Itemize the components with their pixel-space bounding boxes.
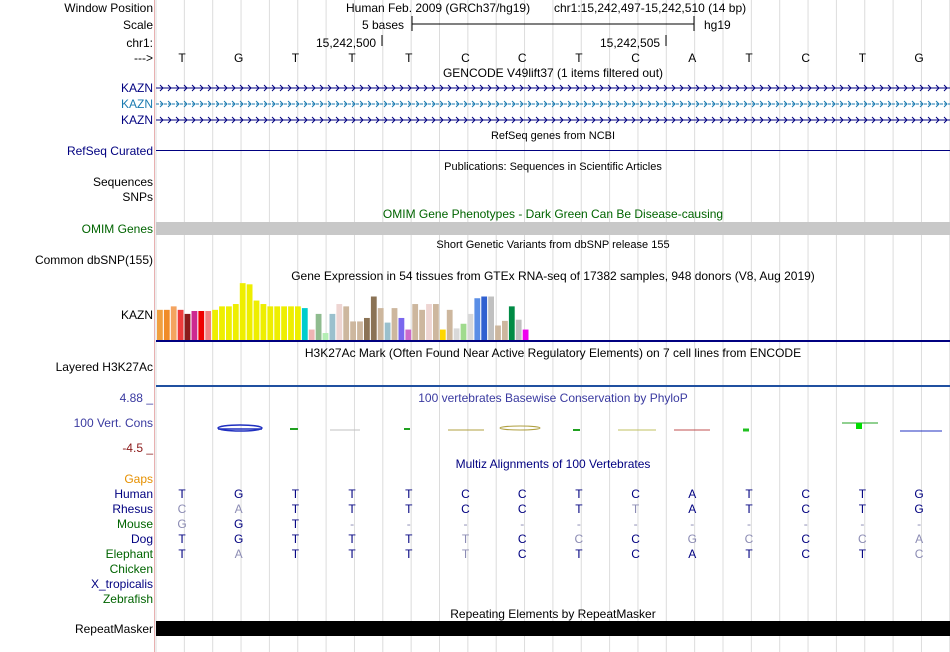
multiz-base: T bbox=[405, 547, 413, 561]
multiz-base: T bbox=[348, 547, 356, 561]
publications-title: Publications: Sequences in Scientific Articles bbox=[444, 161, 662, 173]
multiz-base: T bbox=[348, 502, 356, 516]
multiz-base: T bbox=[291, 532, 300, 546]
multiz-species-label[interactable]: Zebrafish bbox=[102, 592, 153, 606]
base-letter: G bbox=[234, 51, 244, 65]
multiz-base: G bbox=[234, 532, 244, 546]
multiz-base: T bbox=[858, 502, 867, 516]
multiz-base: C bbox=[631, 487, 640, 501]
refseq-title: RefSeq genes from NCBI bbox=[490, 130, 616, 142]
base-letter: C bbox=[461, 51, 470, 65]
multiz-base: A bbox=[915, 532, 924, 546]
gencode-gene-label[interactable]: KAZN bbox=[120, 97, 153, 111]
multiz-base: T bbox=[575, 502, 583, 516]
scale-label: Scale bbox=[122, 18, 153, 32]
multiz-base: - bbox=[917, 517, 922, 531]
assembly-name: Human Feb. 2009 (GRCh37/hg19) bbox=[346, 1, 531, 15]
multiz-base: A bbox=[688, 502, 697, 516]
multiz-base: T bbox=[291, 502, 300, 516]
multiz-base: C bbox=[631, 547, 640, 561]
multiz-base: G bbox=[177, 517, 187, 531]
publications-label-sequences[interactable]: Sequences bbox=[92, 175, 153, 189]
multiz-base: A bbox=[234, 547, 243, 561]
multiz-base: G bbox=[234, 517, 244, 531]
multiz-base: T bbox=[745, 502, 753, 516]
multiz-base: T bbox=[575, 487, 583, 501]
multiz-base: T bbox=[348, 487, 356, 501]
omim-label[interactable]: OMIM Genes bbox=[81, 222, 153, 236]
multiz-base: T bbox=[631, 502, 640, 516]
multiz-base: C bbox=[801, 547, 811, 561]
multiz-base: T bbox=[745, 547, 753, 561]
phylop-title: 100 vertebrates Basewise Conservation by PhyloP bbox=[418, 391, 688, 405]
multiz-base: G bbox=[914, 487, 924, 501]
multiz-base: T bbox=[178, 547, 186, 561]
multiz-base: T bbox=[745, 487, 753, 501]
refseq-label[interactable]: RefSeq Curated bbox=[66, 144, 153, 158]
multiz-base: C bbox=[461, 487, 470, 501]
base-letter: T bbox=[348, 51, 356, 65]
multiz-base: C bbox=[631, 532, 640, 546]
multiz-base: C bbox=[744, 532, 754, 546]
multiz-base: T bbox=[291, 487, 300, 501]
base-letter: T bbox=[291, 51, 300, 65]
multiz-base: C bbox=[177, 502, 187, 516]
base-letter: T bbox=[575, 51, 583, 65]
multiz-species-label[interactable]: X_tropicalis bbox=[90, 577, 153, 591]
repeatmasker-label[interactable]: RepeatMasker bbox=[74, 622, 153, 636]
multiz-title: Multiz Alignments of 100 Vertebrates bbox=[455, 457, 651, 471]
base-letter: C bbox=[517, 51, 527, 65]
h3k27ac-label[interactable]: Layered H3K27Ac bbox=[55, 360, 153, 374]
multiz-base: - bbox=[520, 517, 525, 531]
multiz-species-label[interactable]: Mouse bbox=[116, 517, 153, 531]
chrom-label: chr1: bbox=[126, 36, 153, 50]
multiz-gaps-label[interactable]: Gaps bbox=[124, 472, 153, 486]
multiz-base: C bbox=[517, 532, 527, 546]
base-letter: T bbox=[745, 51, 753, 65]
base-letter: C bbox=[631, 51, 640, 65]
base-letter: T bbox=[405, 51, 413, 65]
multiz-base: T bbox=[405, 532, 413, 546]
base-letter: A bbox=[688, 51, 697, 65]
multiz-base: T bbox=[348, 532, 356, 546]
base-letter: T bbox=[858, 51, 867, 65]
dbsnp-label[interactable]: Common dbSNP(155) bbox=[34, 253, 153, 267]
multiz-base: C bbox=[858, 532, 867, 546]
repeatmasker-title: Repeating Elements by RepeatMasker bbox=[450, 607, 656, 621]
multiz-base: - bbox=[463, 517, 468, 531]
multiz-base: T bbox=[291, 517, 300, 531]
multiz-base: T bbox=[291, 547, 300, 561]
scale-db: hg19 bbox=[704, 18, 731, 32]
multiz-base: T bbox=[858, 487, 867, 501]
multiz-base: A bbox=[688, 547, 697, 561]
base-letter: T bbox=[178, 51, 186, 65]
multiz-base: T bbox=[461, 547, 470, 561]
window-position-label: Window Position bbox=[64, 1, 153, 15]
multiz-base: T bbox=[178, 532, 186, 546]
multiz-base: - bbox=[406, 517, 411, 531]
phylop-max: 4.88 _ bbox=[119, 391, 153, 405]
multiz-base: C bbox=[461, 502, 470, 516]
multiz-base: C bbox=[801, 502, 811, 516]
publications-label-snps[interactable]: SNPs bbox=[122, 190, 153, 204]
gtex-title: Gene Expression in 54 tissues from GTEx RNA-seq of 17382 samples, 948 donors (V8, Aug 2019) bbox=[291, 269, 815, 283]
multiz-base: G bbox=[234, 487, 244, 501]
coord-15242505: 15,242,505 bbox=[600, 36, 661, 50]
phylop-min: -4.5 _ bbox=[122, 441, 153, 455]
scale-bar-text: 5 bases bbox=[362, 18, 405, 32]
multiz-base: - bbox=[803, 517, 808, 531]
multiz-base: A bbox=[688, 487, 697, 501]
multiz-base: C bbox=[914, 547, 924, 561]
coord-15242500: 15,242,500 bbox=[316, 36, 377, 50]
multiz-base: T bbox=[178, 487, 186, 501]
multiz-base: - bbox=[860, 517, 865, 531]
multiz-base: T bbox=[405, 502, 413, 516]
multiz-base: C bbox=[517, 487, 527, 501]
multiz-species-label[interactable]: Chicken bbox=[109, 562, 153, 576]
base-letter: G bbox=[914, 51, 924, 65]
multiz-base: - bbox=[633, 517, 638, 531]
gtex-label[interactable]: KAZN bbox=[120, 308, 153, 322]
strand-arrow-label[interactable]: ---> bbox=[134, 51, 153, 65]
multiz-species-label[interactable]: Elephant bbox=[105, 547, 153, 561]
multiz-base: C bbox=[574, 532, 584, 546]
dbsnp-title: Short Genetic Variants from dbSNP release 155 bbox=[436, 239, 670, 251]
gencode-gene-label[interactable]: KAZN bbox=[120, 113, 153, 127]
multiz-base: - bbox=[747, 517, 751, 531]
repeatmasker-feature[interactable] bbox=[156, 621, 950, 636]
position-readout[interactable]: chr1:15,242,497-15,242,510 (14 bp) bbox=[554, 1, 747, 15]
multiz-base: C bbox=[801, 532, 811, 546]
multiz-base: - bbox=[576, 517, 581, 531]
multiz-base: T bbox=[858, 547, 867, 561]
multiz-base: T bbox=[405, 487, 413, 501]
h3k27ac-title: H3K27Ac Mark (Often Found Near Active Regulatory Elements) on 7 cell lines from ENCODE bbox=[304, 346, 802, 360]
omim-title: OMIM Gene Phenotypes - Dark Green Can Be Disease-causing bbox=[382, 207, 724, 221]
multiz-base: T bbox=[575, 547, 583, 561]
multiz-species-label[interactable]: Dog bbox=[130, 532, 153, 546]
multiz-base: C bbox=[517, 502, 527, 516]
multiz-species-label[interactable]: Rhesus bbox=[112, 502, 153, 516]
gencode-gene-label[interactable]: KAZN bbox=[120, 81, 153, 95]
multiz-base: G bbox=[914, 502, 924, 516]
multiz-base: - bbox=[690, 517, 695, 531]
phylop-label[interactable]: 100 Vert. Cons bbox=[73, 416, 153, 430]
multiz-species-label[interactable]: Human bbox=[114, 487, 153, 501]
multiz-base: C bbox=[801, 487, 811, 501]
multiz-base: T bbox=[461, 532, 470, 546]
base-letter: C bbox=[801, 51, 811, 65]
gencode-title: GENCODE V49lift37 (1 items filtered out) bbox=[442, 66, 664, 80]
multiz-base: G bbox=[687, 532, 697, 546]
multiz-base: C bbox=[517, 547, 527, 561]
multiz-base: A bbox=[234, 502, 243, 516]
multiz-base: - bbox=[350, 517, 355, 531]
